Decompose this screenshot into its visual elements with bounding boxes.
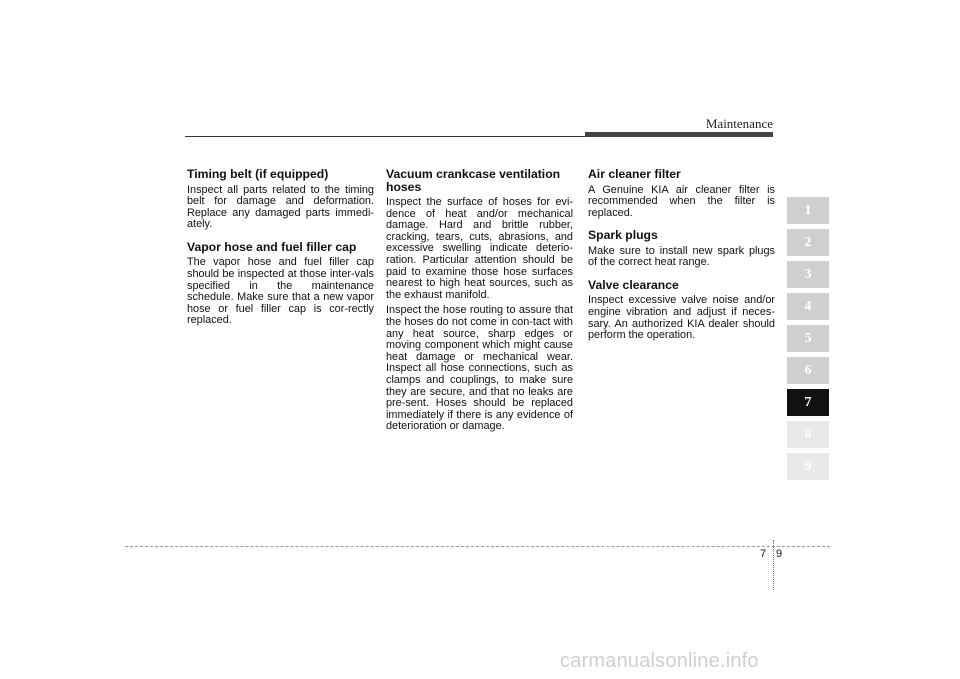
chapter-tab-8[interactable]: 8: [787, 421, 829, 448]
heading-timing-belt: Timing belt (if equipped): [187, 167, 329, 181]
chapter-tab-4[interactable]: 4: [787, 293, 829, 320]
chapter-tab-2[interactable]: 2: [787, 229, 829, 256]
text-vapor-hose: The vapor hose and fuel filler cap should be inspected at those inter-vals specified in the maintenance schedule. Make sure that a new vapor hose or fuel filler cap is cor-rectly replaced.: [187, 256, 374, 327]
chapter-tab-7[interactable]: 7: [787, 389, 829, 416]
header-title: Maintenance: [705, 116, 773, 131]
heading-valve-clearance: Valve clearance: [588, 277, 679, 292]
chapter-tab-1[interactable]: 1: [787, 197, 829, 224]
chapter-tab-9[interactable]: 9: [787, 453, 829, 480]
chapter-tab-3[interactable]: 3: [787, 261, 829, 288]
text-valve-clearance: Inspect excessive valve noise and/or engine vibration and adjust if neces-sary. An authorized KIA dealer should perform the operation.: [588, 294, 775, 342]
column-1: [187, 168, 374, 331]
heading-vapor-hose: Vapor hose and fuel filler cap: [187, 239, 357, 254]
footer-divider: [125, 546, 830, 547]
footer-page-number: 9: [776, 548, 783, 560]
footer-page-separator: [773, 540, 774, 590]
chapter-tab-5[interactable]: 5: [787, 325, 829, 352]
footer-chapter-number: 7: [760, 548, 767, 560]
column-3: [588, 168, 775, 346]
heading-spark-plugs: Spark plugs: [588, 228, 658, 243]
text-air-cleaner: A Genuine KIA air cleaner filter is recommended when the filter is replaced.: [588, 183, 775, 219]
chapter-tab-6[interactable]: 6: [787, 357, 829, 384]
text-timing-belt: Inspect all parts related to the timing belt for damage and deformation. Replace any damaged parts immedi-ately.: [187, 183, 374, 231]
watermark: carmanualsonline.info: [560, 650, 759, 672]
heading-air-cleaner: Air cleaner filter: [588, 167, 681, 181]
column-2: [386, 168, 573, 437]
text-vacuum-crankcase-1: Inspect the surface of hoses for evi-dence of heat and/or mechanical damage. Hard and brittle rubber, cracking, tears, cuts, abrasions, and excessive swelling indicate deterio-ration. Particular attention should be paid to examine those hose surfaces nearest to high heat sources, such as the exhaust manifold.: [386, 196, 573, 301]
header-rule-thick: [585, 132, 773, 137]
text-spark-plugs: Make sure to install new spark plugs of the correct heat range.: [588, 244, 775, 269]
text-vacuum-crankcase-2: Inspect the hose routing to assure that the hoses do not come in con-tact with any heat source, sharp edges or moving component which might cause heat damage or mechanical wear. Inspect all hose connections, such as clamps and couplings, to make sure they are secure, and that no leaks are pre-sent. Hoses should be replaced immediately if there is any evidence of deterioration or damage.: [386, 304, 573, 433]
chapter-tabs: [787, 197, 829, 485]
heading-vacuum-crankcase: Vacuum crankcase ventilation hoses: [386, 167, 561, 194]
header-rule-thin: [185, 136, 585, 137]
